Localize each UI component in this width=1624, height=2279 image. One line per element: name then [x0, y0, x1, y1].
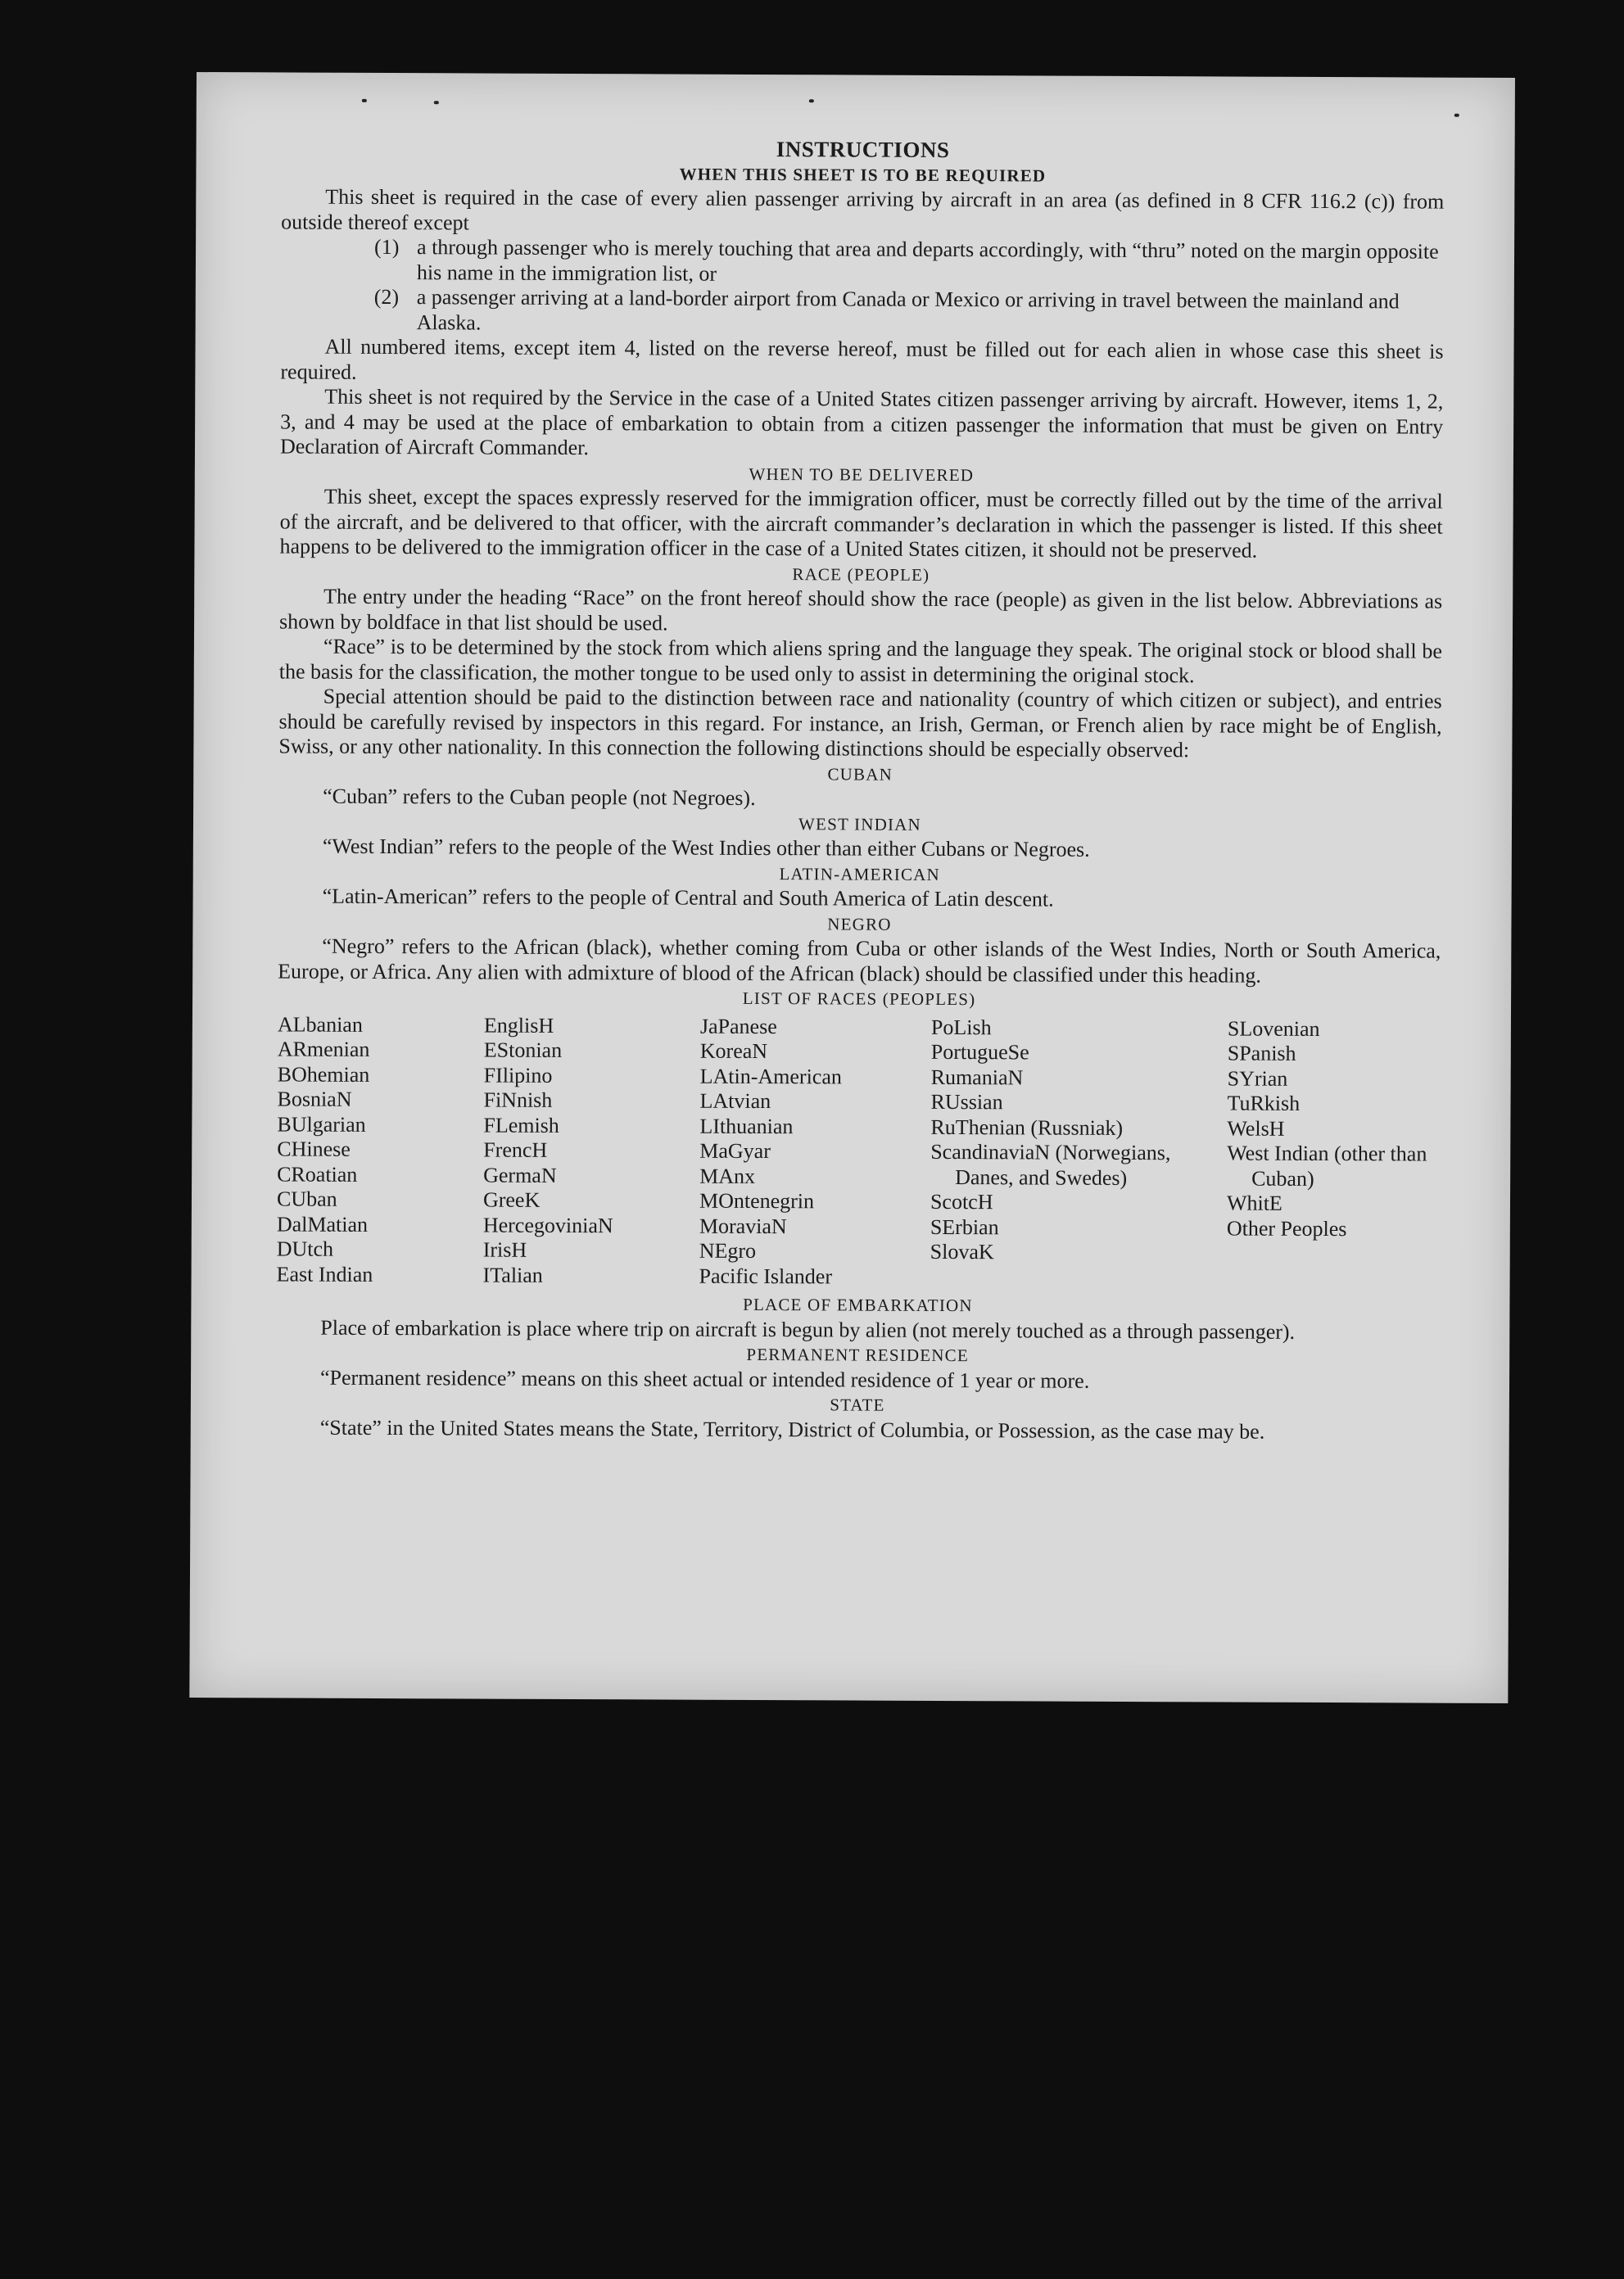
race-para-1: The entry under the heading “Race” on the front hereof should show the race (people) as given in the list below. Abbreviations as shown by boldface in that list should be used. — [279, 584, 1443, 635]
race-para-3: Special attention should be paid to the distinction between race and nationality (country of which citizen or subject), and entries should be carefully revised by inspectors in this regard. For instance, an Irish, German, or French alien by race might be of English, Swiss, or any other nationality. In this connection the following distinctions should be especially observed: — [278, 684, 1442, 762]
race-entry: BOhemian — [277, 1061, 370, 1087]
race-entry: FrencH — [483, 1137, 548, 1162]
race-entry: WelsH — [1227, 1116, 1285, 1141]
required-intro: This sheet is required in the case of every alien passenger arriving by aircraft in an area (as defined in 8 CFR 116.2 (c)) from outside thereof except — [281, 184, 1445, 234]
race-entry: SYrian — [1227, 1066, 1288, 1091]
race-entry: Other Peoples — [1226, 1216, 1347, 1241]
race-entry: SErbian — [930, 1214, 999, 1239]
required-para-3: This sheet is not required by the Service in the case of a United States citizen passenger arriving by aircraft. However, items 1, 2, 3, and 4 may be used at the place of embarkation to obtain from a citizen passenger the information that must be given on Entry Declaration of Aircraft Commander. — [279, 384, 1444, 460]
race-entry: CHinese — [277, 1137, 351, 1161]
section-heading-required: WHEN THIS SHEET IS TO BE REQUIRED — [679, 164, 1047, 186]
race-entry: LAtvian — [699, 1088, 771, 1114]
race-entry: PortugueSe — [930, 1039, 1029, 1065]
race-entry: ScotcH — [930, 1189, 993, 1214]
races-column-1 — [277, 1012, 484, 1288]
race-entry: RUssian — [930, 1089, 1003, 1115]
cuban-text: “Cuban” refers to the Cuban people (not Negroes). — [323, 784, 756, 810]
item-text: a through passenger who is merely touching that area and departs accordingly, with “thru” noted on the margin opposite his name in the immigration list, or — [416, 235, 1439, 286]
race-entry: CRoatian — [277, 1161, 358, 1187]
west-indian-text: “West Indian” refers to the people of the West Indies other than either Cubans or Negroes. — [322, 834, 1090, 861]
section-heading-state: STATE — [830, 1395, 885, 1415]
race-entry: LIthuanian — [699, 1114, 794, 1138]
scan-speck — [1454, 114, 1459, 117]
document-sheet — [189, 72, 1515, 1703]
page-title: INSTRUCTIONS — [776, 137, 950, 163]
race-entry: SPanish — [1227, 1041, 1296, 1065]
race-entry: West Indian (other than Cuban) — [1227, 1141, 1427, 1191]
list-item — [281, 284, 1444, 339]
race-entry: MAnx — [699, 1164, 756, 1188]
race-entry: BUlgarian — [277, 1111, 366, 1137]
section-heading-delivered: WHEN TO BE DELIVERED — [749, 463, 975, 485]
item-text: a passenger arriving at a land-border airport from Canada or Mexico or arriving in travel between the mainland and Alaska. — [416, 285, 1400, 335]
race-entry: FiNnish — [483, 1087, 553, 1112]
races-column-4 — [930, 1015, 1228, 1291]
state-text: “State” in the United States means the State, Territory, District of Columbia, or Possession, as the case may be. — [319, 1415, 1265, 1444]
race-entry: MOntenegrin — [699, 1188, 815, 1214]
section-heading-race: RACE (PEOPLE) — [792, 563, 930, 585]
race-entry: NEgro — [699, 1238, 757, 1263]
races-column-3 — [699, 1014, 931, 1290]
race-entry: DalMatian — [276, 1211, 369, 1237]
race-entry: IrisH — [482, 1237, 527, 1262]
race-entry: EnglisH — [483, 1013, 554, 1038]
race-entry: Pacific Islander — [699, 1264, 833, 1288]
race-entry: GermaN — [483, 1163, 557, 1187]
race-entry: GreeK — [482, 1187, 541, 1212]
list-item — [281, 234, 1444, 289]
race-entry: EStonian — [483, 1038, 563, 1062]
race-entry: FLemish — [483, 1113, 559, 1137]
race-entry: ITalian — [482, 1263, 543, 1287]
instructions-content — [276, 134, 1445, 1445]
race-entry: CUban — [276, 1187, 337, 1211]
residence-text: “Permanent residence” means on this sheet actual or intended residence of 1 year or more. — [319, 1365, 1090, 1393]
section-heading-latin-american: LATIN-AMERICAN — [779, 863, 941, 884]
races-column-2 — [483, 1013, 700, 1289]
races-list — [277, 1012, 1441, 1292]
delivered-text: This sheet, except the spaces expressly reserved for the immigration officer, must be correctly filled out by the time of the arrival of the aircraft, and be delivered to that officer, with the aircraft commander’s declaration in which the passenger is listed. If this sheet happens to be delivered to the immigration officer in the case of a United States citizen, it should not be preserved. — [279, 484, 1443, 563]
negro-text: “Negro” refers to the African (black), whether coming from Cuba or other islands of the West Indies, North or South America, Europe, or Africa. Any alien with admixture of blood of the African (black) should be classified under this heading. — [278, 934, 1441, 988]
race-entry: LAtin-American — [699, 1064, 842, 1088]
race-entry: SlovaK — [930, 1239, 994, 1264]
race-entry: East Indian — [276, 1261, 373, 1286]
section-heading-west-indian: WEST INDIAN — [798, 813, 921, 834]
scan-speck — [809, 99, 814, 102]
race-entry: MaGyar — [699, 1138, 771, 1164]
scan-speck — [362, 99, 367, 102]
race-entry: ALbanian — [277, 1011, 363, 1037]
race-entry: WhitE — [1226, 1191, 1282, 1215]
race-entry: FIlipino — [483, 1063, 553, 1087]
race-entry: KoreaN — [699, 1038, 768, 1064]
section-heading-negro: NEGRO — [827, 913, 892, 934]
scan-speck — [434, 101, 439, 104]
race-entry: SLovenian — [1227, 1016, 1320, 1041]
race-entry: PoLish — [930, 1015, 992, 1039]
section-heading-cuban: CUBAN — [827, 763, 893, 785]
latin-american-text: “Latin-American” refers to the people of Central and South America of Latin descent. — [322, 884, 1054, 911]
embarkation-text: Place of embarkation is place where trip on aircraft is begun by alien (not merely touched as a through passenger). — [320, 1315, 1296, 1344]
race-entry: HercegoviniaN — [482, 1213, 613, 1237]
item-number: (1) — [374, 234, 400, 260]
race-entry: MoraviaN — [699, 1214, 787, 1238]
section-heading-residence: PERMANENT RESIDENCE — [746, 1344, 969, 1366]
race-entry: ARmenian — [277, 1037, 370, 1061]
required-para-2: All numbered items, except item 4, listed on the reverse hereof, must be filled out for each alien in whose case this sheet is required. — [280, 334, 1444, 384]
race-entry: JaPanese — [699, 1014, 777, 1038]
race-para-2: “Race” is to be determined by the stock from which aliens spring and the language they speak. The original stock or blood shall be the basis for the classification, the mother tongue to be used only to assist in determining the original stock. — [278, 634, 1442, 687]
race-entry: TuRkish — [1227, 1091, 1301, 1115]
races-column-5 — [1227, 1016, 1441, 1292]
race-entry: DUtch — [276, 1237, 334, 1261]
race-entry: RumaniaN — [930, 1065, 1024, 1089]
race-entry: ScandinaviaN (Norwegians, Danes, and Swedes) — [930, 1139, 1171, 1190]
section-heading-list-of-races: LIST OF RACES (PEOPLES) — [742, 988, 976, 1010]
item-number: (2) — [373, 284, 400, 310]
race-entry: RuThenian (Russniak) — [930, 1115, 1124, 1140]
race-entry: BosniaN — [277, 1087, 352, 1111]
section-heading-embarkation: PLACE OF EMBARKATION — [743, 1294, 973, 1316]
